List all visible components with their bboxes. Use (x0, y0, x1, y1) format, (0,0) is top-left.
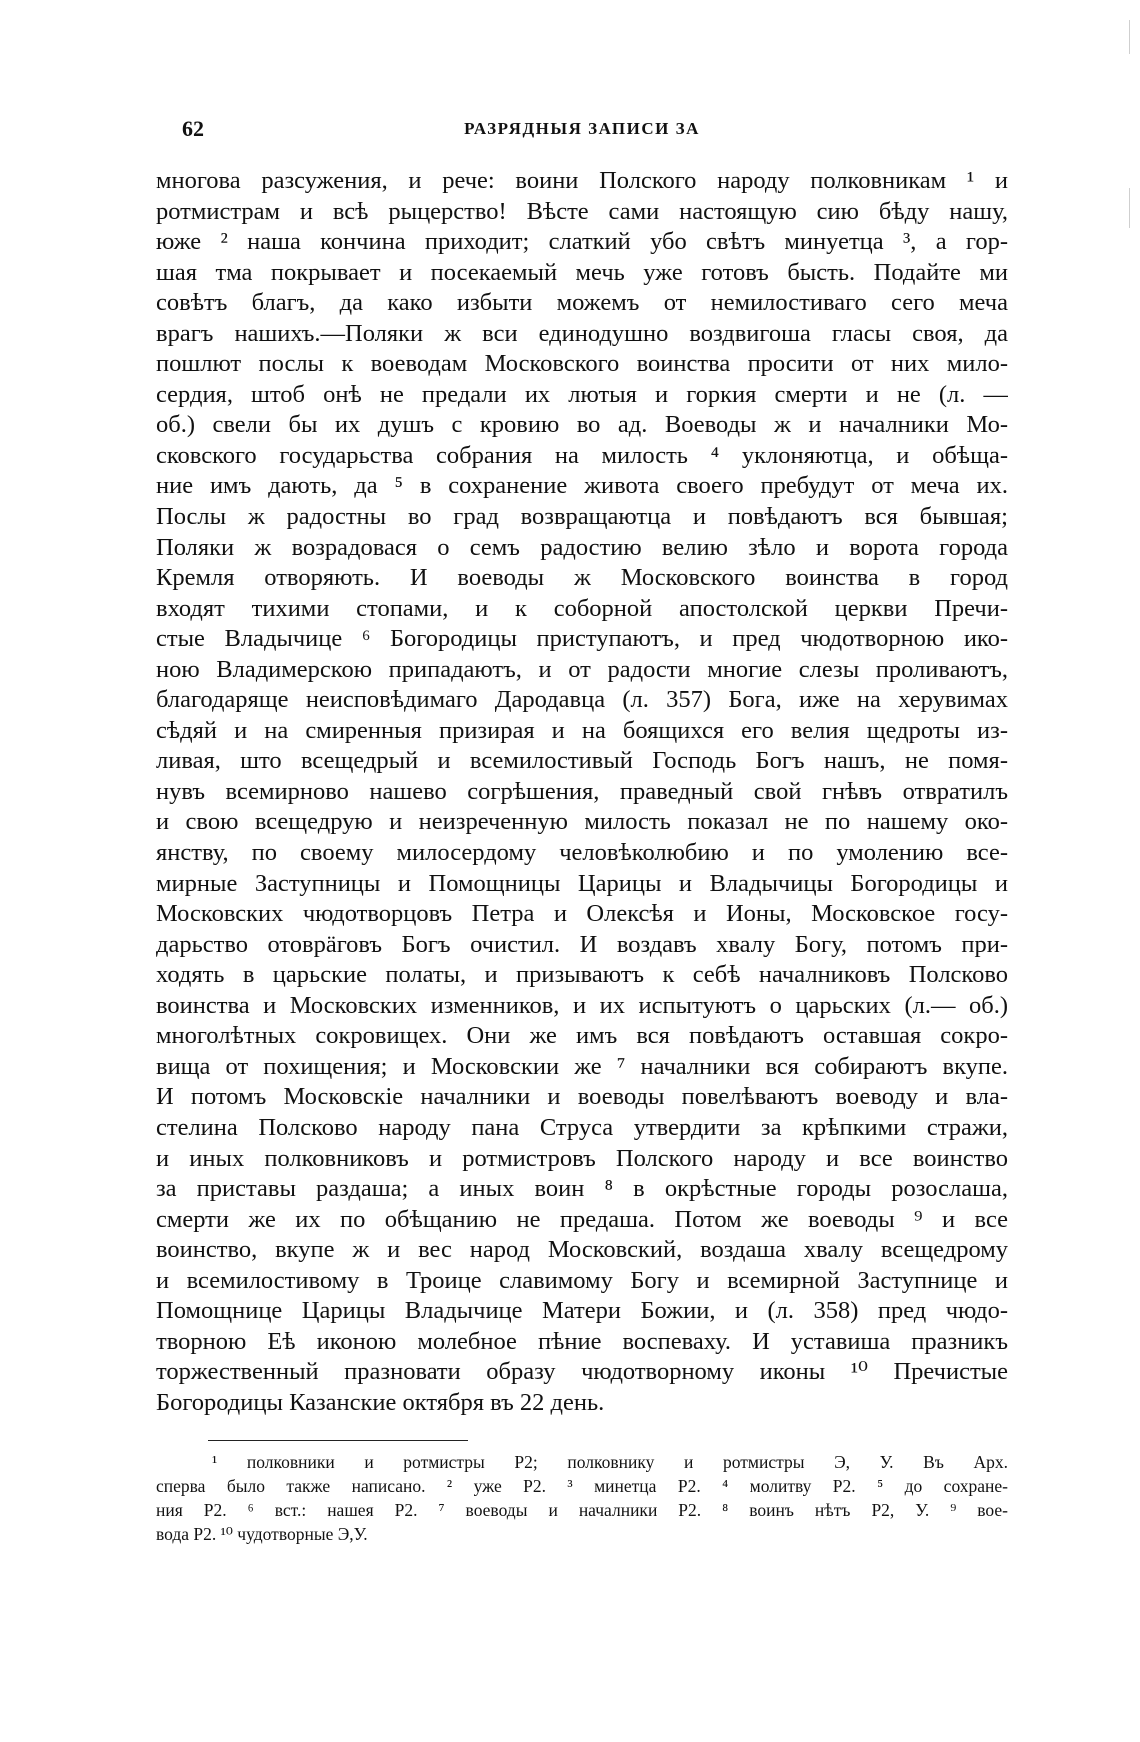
text-line: мирные Заступницы и Помощницы Царицы и Владычицы Богородицы и (156, 869, 1008, 897)
footnote-line: сперва было также написано. ² уже Р2. ³ минетца Р2. ⁴ молитву Р2. ⁵ до сохране- (156, 1476, 1008, 1496)
text-line: ротмистрам и всѣ рыцерство! Вѣсте сами настоящую сию бѣду нашу, (156, 197, 1008, 225)
main-text (156, 166, 1008, 1418)
footnote-line: ния Р2. ⁶ вст.: нашея Р2. ⁷ воеводы и началники Р2. ⁸ воинъ нѣтъ Р2, У. ⁹ вое- (156, 1500, 1008, 1520)
text-line: многолѣтных сокровищех. Они же имъ вся повѣдаютъ оставшая сокро- (156, 1022, 1008, 1050)
text-line: за приставы раздаша; а иных воин ⁸ в окрѣстные городы розослаша, (156, 1175, 1008, 1203)
text-line: и всемилостивому в Троице славимому Богу и всемирной Заступнице и (156, 1266, 1008, 1294)
text-line: торжественный празновати образу чюдотворному иконы ¹⁰ Пречистые (156, 1358, 1008, 1386)
text-line: врагъ нашихъ.—Поляки ж вси единодушно воздвигоша гласы своя, да (156, 319, 1008, 347)
scan-edge-mark (1129, 20, 1130, 54)
text-line: Помощнице Царицы Владычице Матери Божии, и (л. 358) пред чюдо- (156, 1297, 1008, 1325)
text-line: сердия, штоб онѣ не предали их лютыя и горкия смерти и не (л. — (156, 380, 1008, 408)
text-line: ние имъ дають, да ⁵ в сохранение живота своего пребудут от меча их. (156, 472, 1008, 500)
text-line: и свою всещедрую и неизреченную милость показал не по нашему око- (156, 808, 1008, 836)
text-line: смерти же их по обѣщанию не предаша. Потом же воеводы ⁹ и все (156, 1205, 1008, 1233)
text-line: Поляки ж возрадовася о семъ радостию велию зѣло и ворота города (156, 533, 1008, 561)
text-line: воинства и Московских изменников, и их испытуютъ о царьских (л.— об.) (156, 991, 1008, 1019)
text-line: пошлют послы к воеводам Московского воинства просити от них мило- (156, 350, 1008, 378)
text-line: шая тма покрывает и посекаемый мечь уже готовъ бысть. Подайте ми (156, 258, 1008, 286)
text-line: стелина Полсково народу пана Струса утвердити за крѣпкими стражи, (156, 1113, 1008, 1141)
text-line: стые Владычице ⁶ Богородицы приступаютъ, и пред чюдотворною ико- (156, 625, 1008, 653)
text-line: многова разсужения, и рече: воини Полского народу полковникам ¹ и (156, 167, 1008, 194)
footnote-rule (208, 1440, 468, 1441)
text-line: совѣтъ благъ, да како избыти можемъ от немилостиваго сего меча (156, 289, 1008, 317)
text-line: дарьство отоврäговъ Богъ очистил. И воздавъ хвалу Богу, потомъ при- (156, 930, 1008, 958)
text-line: и иных полковниковъ и ротмистровъ Полского народу и все воинство (156, 1144, 1008, 1172)
text-line: ною Владимерскою припадаютъ, и от радости многие слезы проливаютъ, (156, 655, 1008, 683)
running-title: РАЗРЯДНЫЯ ЗАПИСИ ЗА (464, 119, 700, 138)
text-line: сковского государьства собрания на милость ⁴ уклоняютца, и обѣща- (156, 441, 1008, 469)
text-line: Московских чюдотворцовъ Петра и Олексѣя и Ионы, Московское госу- (156, 900, 1008, 928)
text-line: Кремля отворяють. И воеводы ж Московского воинства в город (156, 564, 1008, 592)
footnotes (156, 1450, 1008, 1546)
text-line: вища от похищения; и Московскии же ⁷ началники вся собираютъ вкупе. (156, 1052, 1008, 1080)
footnote-line: вода Р2. ¹⁰ чудотворные Э,У. (156, 1524, 368, 1544)
text-line: сѣдяй и на смиренныя призирая и на боящихся его велия щедроты из- (156, 716, 1008, 744)
text-line: И потомъ Московскіе началники и воеводы повелѣваютъ воеводу и вла- (156, 1083, 1008, 1111)
text-line: янству, по своему милосердому человѣколюбию и по умолению все- (156, 839, 1008, 867)
text-line: благодаряще неисповѣдимаго Дародавца (л. 357) Бога, иже на херувимах (156, 686, 1008, 714)
text-line: нувъ всемирново нашево согрѣшения, праведный свой гнѣвъ отвратилъ (156, 777, 1008, 805)
page-number: 62 (182, 116, 204, 141)
text-line: юже ² наша кончина приходит; слаткий убо свѣтъ минуетца ³, а гор- (156, 228, 1008, 256)
text-line: об.) свели бы их душъ с кровию во ад. Воеводы ж и началники Мо- (156, 411, 1008, 439)
text-line: входят тихими стопами, и к соборной апостолской церкви Пречи- (156, 594, 1008, 622)
page-header (152, 116, 1012, 148)
footnote-line: ¹ полковники и ротмистры Р2; полковнику и ротмистры Э, У. Въ Арх. (212, 1452, 1008, 1472)
text-line: творною Еѣ иконою молебное пѣние воспеваху. И уставиша празникъ (156, 1327, 1008, 1355)
text-line: воинство, вкупе ж и вес народ Московский, воздаша хвалу всещедрому (156, 1236, 1008, 1264)
text-line: ливая, што всещедрый и всемилостивый Господь Богъ нашъ, не помя- (156, 747, 1008, 775)
text-line: Послы ж радостны во град возвращаютца и повѣдаютъ вся бывшая; (156, 503, 1008, 531)
text-line: Богородицы Казанские октября въ 22 день. (156, 1388, 605, 1416)
scan-edge-mark (1129, 188, 1130, 228)
text-line: ходять в царьские полаты, и призываютъ к себѣ началниковъ Полсково (156, 961, 1008, 989)
